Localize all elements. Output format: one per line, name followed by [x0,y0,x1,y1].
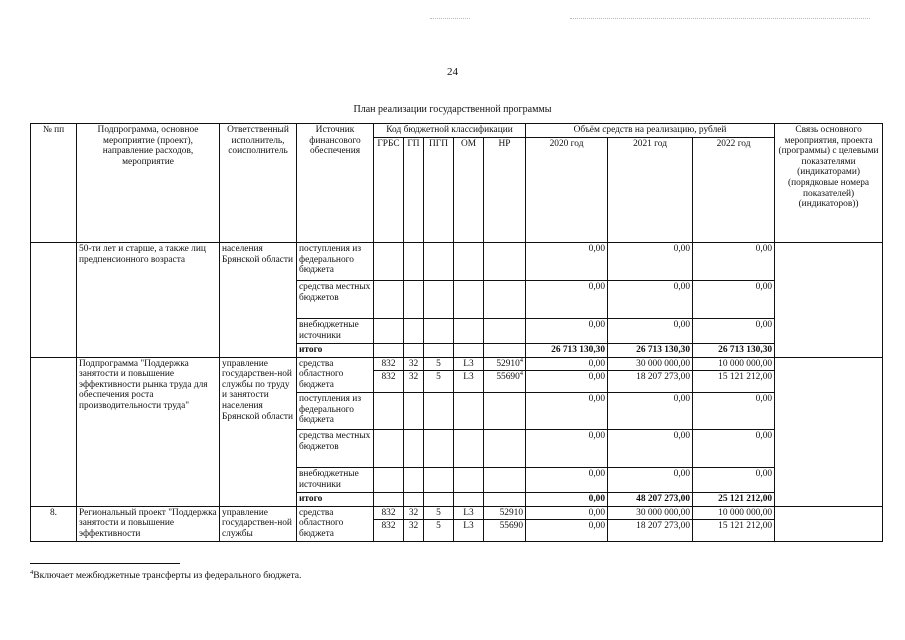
source-cell: поступления из федерального бюджета [297,393,374,430]
header-gp: ГП [404,138,424,243]
source-cell: средства областного бюджета [297,357,374,393]
row-num [31,357,77,506]
grbs-cell: 832 [374,357,404,371]
source-cell: средства областного бюджета [297,506,374,542]
value-2022: 0,00 [693,468,775,493]
header-2020: 2020 год [526,138,608,243]
np-cell [484,357,526,371]
np-code: 55690 [496,372,520,383]
total-2020: 26 713 130,30 [526,344,608,358]
value-2020: 0,00 [526,371,608,393]
value-2020: 0,00 [526,506,608,520]
om-cell: L3 [454,506,484,520]
value-2022: 15 121 212,00 [693,371,775,393]
executor-cell: управление государствен-ной службы по труду и занятости населения Брянской области [220,357,297,506]
header-np: НР [484,138,526,243]
table-row [31,243,883,281]
pgp-cell: 5 [424,357,454,371]
total-2021: 26 713 130,30 [608,344,693,358]
value-2021: 0,00 [608,243,693,281]
value-2022: 15 121 212,00 [693,520,775,542]
om-cell: L3 [454,520,484,542]
source-cell: итого [297,493,374,507]
value-2021: 30 000 000,00 [608,506,693,520]
grbs-cell: 832 [374,506,404,520]
executor-cell: населения Брянской области [220,243,297,358]
document-title: План реализации государственной программы [353,104,552,115]
value-2021: 0,00 [608,281,693,319]
row-num [31,243,77,358]
value-2020: 0,00 [526,393,608,430]
value-2022: 10 000 000,00 [693,357,775,371]
program-cell: 50-ти лет и старше, а также лиц предпенсионного возраста [77,243,220,358]
value-2020: 0,00 [526,281,608,319]
value-2021: 30 000 000,00 [608,357,693,371]
program-cell: Региональный проект "Поддержка занятости и повышение эффективности [77,506,220,542]
header-volume: Объём средств на реализацию, рублей [526,124,775,138]
value-2022: 10 000 000,00 [693,506,775,520]
header-om: ОМ [454,138,484,243]
header-2021: 2021 год [608,138,693,243]
value-2020: 0,00 [526,430,608,468]
value-2022: 0,00 [693,243,775,281]
value-2020: 0,00 [526,243,608,281]
header-num: № пп [31,124,77,243]
value-2021: 18 207 273,00 [608,520,693,542]
value-2022: 0,00 [693,393,775,430]
pgp-cell: 5 [424,520,454,542]
header-grbs: ГРБС [374,138,404,243]
source-cell: внебюджетные источники [297,319,374,344]
link-cell [775,357,883,506]
page-number: 24 [447,66,458,78]
gp-cell: 32 [404,357,424,371]
total-2020: 0,00 [526,493,608,507]
value-2020: 0,00 [526,520,608,542]
value-2020: 0,00 [526,468,608,493]
pgp-cell: 5 [424,506,454,520]
footnote [30,570,301,581]
value-2021: 0,00 [608,393,693,430]
source-cell: средства местных бюджетов [297,281,374,319]
pgp-cell: 5 [424,371,454,393]
source-cell: итого [297,344,374,358]
total-2021: 48 207 273,00 [608,493,693,507]
gp-cell: 32 [404,371,424,393]
footnote-mark: 4 [30,568,34,576]
header-pgp: ПГП [424,138,454,243]
plan-table [30,123,883,542]
np-cell [484,371,526,393]
np-cell: 52910 [484,506,526,520]
value-2020: 0,00 [526,357,608,371]
value-2022: 0,00 [693,281,775,319]
source-cell: внебюджетные источники [297,468,374,493]
source-cell: поступления из федерального бюджета [297,243,374,281]
table-row [31,506,883,520]
np-cell: 55690 [484,520,526,542]
header-program: Подпрограмма, основное мероприятие (проект), направление расходов, мероприятие [77,124,220,243]
value-2021: 0,00 [608,468,693,493]
grbs-cell: 832 [374,520,404,542]
executor-cell: управление государствен-ной службы [220,506,297,542]
program-cell: Подпрограмма "Поддержка занятости и повышение эффективности рынка труда для обеспечения роста производительности труда" [77,357,220,506]
header-source: Источник финансового обеспечения [297,124,374,243]
value-2021: 0,00 [608,430,693,468]
header-2022: 2022 год [693,138,775,243]
value-2022: 0,00 [693,319,775,344]
value-2021: 0,00 [608,319,693,344]
om-cell: L3 [454,371,484,393]
link-cell [775,243,883,358]
header-link: Связь основного мероприятия, проекта (программы) с целевыми показателями (индикаторами) (порядковые номера показателей) (индикаторов)) [775,124,883,243]
np-code: 52910 [496,358,520,369]
header-executor: Ответственный исполнитель, соисполнитель [220,124,297,243]
value-2022: 0,00 [693,430,775,468]
footnote-text: Включает межбюджетные трансферты из федерального бюджета. [33,570,302,581]
value-2021: 18 207 273,00 [608,371,693,393]
footnote-separator [30,563,180,564]
gp-cell: 32 [404,520,424,542]
row-num: 8. [31,506,77,542]
om-cell: L3 [454,357,484,371]
footnote-ref: 4 [519,357,524,364]
total-2022: 26 713 130,30 [693,344,775,358]
footnote-ref: 4 [519,370,524,378]
grbs-cell: 832 [374,371,404,393]
total-2022: 25 121 212,00 [693,493,775,507]
link-cell [775,506,883,542]
table-row [31,357,883,371]
scan-artifact [570,18,870,20]
scan-artifact [430,18,470,20]
header-budget-code: Код бюджетной классификации [374,124,526,138]
gp-cell: 32 [404,506,424,520]
value-2020: 0,00 [526,319,608,344]
source-cell: средства местных бюджетов [297,430,374,468]
header-row [31,124,883,138]
